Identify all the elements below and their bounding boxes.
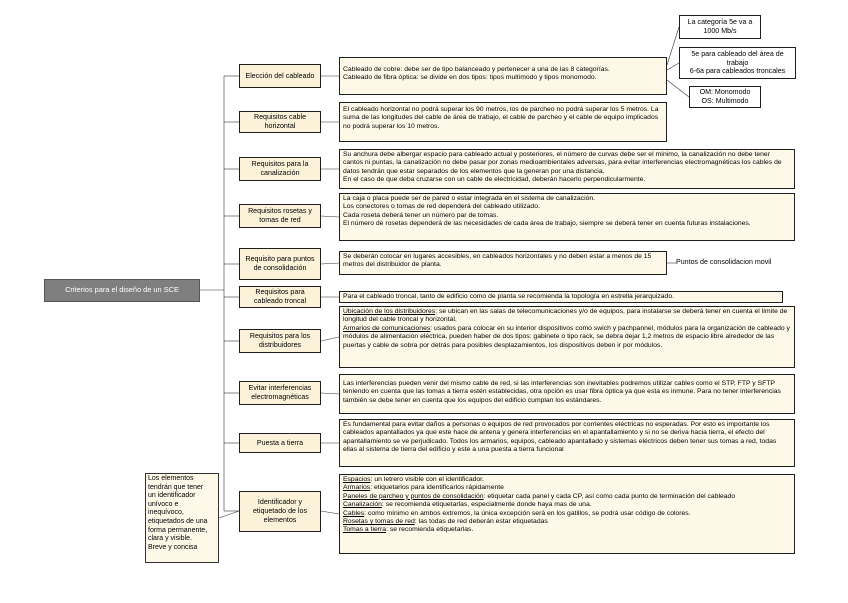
note-fibra-line: OS: Multimodo — [701, 97, 749, 105]
note-consolidacion-movil: Puntos de consolidacion movil — [676, 258, 772, 266]
detail-line: Para el cableado troncal, tanto de edificio como de planta se recomienda la topología en estrella jerarquizado. — [343, 293, 674, 300]
topic-label: Identificador y etiquetado de los elementos — [252, 498, 308, 524]
detail-line: Cada roseta deberá tener un número par de tomas. — [343, 211, 499, 219]
detail-identificador[interactable] — [339, 474, 795, 554]
side-note-line: inequívoco, — [148, 509, 184, 517]
detail-interferencias[interactable] — [339, 374, 795, 414]
topic-label: Evitar interferencias electromagnéticas — [248, 384, 312, 401]
connector-segment — [321, 511, 339, 514]
detail-line: Cableado de cobre: debe ser de tipo balanceado y pertenecer a una de las 8 categorías. — [343, 66, 610, 73]
connector-segment — [321, 263, 339, 264]
side-note-line: tendrán que tener — [148, 483, 204, 491]
detail-text: : se ubican en las salas de telecomunicaciones y/o de equipos, para instalarse se deberá tener en cuenta el límite de longitud del cable troncal y horizontal. — [343, 308, 788, 324]
topic-puesta-tierra[interactable] — [239, 433, 321, 453]
side-note-line: Los elementos — [148, 475, 194, 482]
note-cableado-line: 6-6a para cableados troncales — [689, 67, 786, 76]
topic-cableado-troncal[interactable] — [239, 286, 321, 308]
connector-segment — [667, 80, 689, 97]
detail-line: La caja o placa puede ser de pared o estar integrada en el sistema de canalización. — [343, 195, 596, 202]
detail-text: : se recomienda etiquetarlas. — [386, 526, 474, 534]
detail-text: : etiquetarlos para identificarlos rápidamente — [370, 484, 504, 492]
root-label: Criterios para el diseño de un SCE — [65, 285, 179, 295]
topic-label: Requisitos para la canalización — [251, 160, 309, 177]
side-note-line: Breve y concisa — [148, 543, 198, 551]
detail-term: Ubicación de los distribuidores — [343, 308, 436, 315]
topic-label: Elección del cableado — [245, 71, 315, 80]
detail-distribuidores[interactable] — [339, 306, 795, 368]
detail-eleccion-cableado[interactable] — [339, 57, 667, 95]
connector-segment — [321, 216, 339, 217]
detail-term: Cables — [343, 509, 365, 517]
detail-text: : se recomienda etiquetarlas, especialmente donde haya mas de una. — [381, 501, 592, 509]
detail-consolidacion[interactable] — [339, 251, 667, 275]
note-categoria-line: 1000 Mb/s — [703, 27, 737, 35]
detail-term: Tomas a tierra — [343, 526, 387, 534]
detail-line: El número de rosetas dependerá de las necesidades de cada área de trabajo, siempre se deberá tener en cuenta futuras instalaciones. — [343, 220, 751, 228]
detail-line: Es fundamental para evitar daños a personas o equipos de red provocados por corrientes eléctricas no esperadas. Por esto es importante los cableados apantallados ya que este hace de antena y genera interferencias en el apantallamiento y si no se deriva hacia tierra, el efecto del apantallamiento se ve perjudicado. Todos los armarios, equipos, cableado apantallado y sistemas eléctricos deben tener sus tomas a red, todas ellas al sistema de tierra del edificio y este a una puesta a tierra funcional — [343, 421, 777, 454]
detail-line: Las interferencias pueden venir del mismo cable de red, si las interferencias son inevitables podremos utilizar cables como el STP, FTP y SFTP teniendo en cuenta que las tomas a tierra estén establecidas, otra opción es usar fibra óptica ya que esta es inmune. Para no tener interferencias también se debe tener en cuenta que los equipos del edificio cumplan los estándares. — [343, 380, 781, 404]
connector-segment — [321, 393, 339, 394]
detail-text: : un letrero visible con el identificador. — [370, 476, 484, 483]
note-cableado-tipos[interactable] — [679, 47, 796, 79]
detail-term: Armarios — [343, 484, 371, 492]
topic-identificador[interactable] — [239, 491, 321, 532]
connector-segment — [667, 27, 679, 65]
side-note-line: forma permanente, — [148, 526, 208, 534]
connector-segment — [321, 337, 339, 341]
note-cableado-line: 5e para cableado del área de — [691, 49, 784, 58]
detail-line: Cableado de fibra óptica: se divide en dos tipos: tipos multimodo y tipos monomodo. — [343, 74, 597, 82]
note-fibra[interactable] — [689, 86, 761, 108]
topic-eleccion-cableado[interactable] — [239, 64, 321, 88]
detail-line: Se deberán colocar en lugares accesibles, en cableados horizontales y no deben estar a menos de 15 metros del distribuidor de planta. — [343, 253, 652, 269]
topic-rosetas[interactable] — [239, 204, 321, 228]
topic-distribuidores[interactable] — [239, 329, 321, 353]
detail-text: : usados para colocar en su interior dispositivos como swich y pachpannel, módulos para la organización de cableado y módulos de alimentación eléctrica, pueden haber de dos tipos: gabinete o tipo rack, se debra dejar 1,2 metros de espacio libre alrededor de las puertas y cable de sobra por detrás para posibles desplazamientos, los dispositivos deben ir por módulos. — [343, 324, 790, 349]
detail-puesta-tierra[interactable] — [339, 419, 795, 467]
detail-cable-horizontal[interactable] — [339, 102, 667, 142]
side-note-line: etiquetados de una — [148, 517, 208, 525]
note-categoria[interactable] — [679, 15, 761, 39]
detail-text: : las todas de red deberán estar etiquetadas — [414, 518, 548, 526]
detail-text: : como mínimo en ambos extremos, la única excepción será en los gatillos, se podrá usar código de colores. — [364, 509, 691, 517]
side-note[interactable] — [145, 473, 219, 563]
topic-label: Requisitos para cableado troncal — [253, 288, 307, 305]
topic-canalizacion[interactable] — [239, 157, 321, 181]
detail-term: Rosetas y tomas de red — [343, 518, 415, 526]
detail-canalizacion[interactable] — [339, 149, 795, 189]
connector-segment — [667, 63, 679, 70]
detail-rosetas[interactable] — [339, 193, 795, 241]
detail-term: Armarios de comunicaciones — [343, 324, 431, 332]
topic-label: Requisitos rosetas y tomas de red — [248, 207, 312, 224]
detail-term: Espacios — [343, 476, 371, 483]
detail-line: Su anchura debe albergar espacio para cableado actual y posteriores, el número de curvas debe ser el mínimo, la canalización no debe tener cantos ni puntas, la canalización no debe pasar por zonas medioambientales adversas, para evitar interferencias electromagnéticas los cables de datos tendrán que estar separados de los elementos que la generan por una distancia. — [343, 151, 782, 175]
topic-interferencias[interactable] — [239, 381, 321, 405]
side-note-line: unívoco e — [148, 500, 179, 508]
detail-term: Paneles de parcheo y puntos de consolidación — [343, 492, 484, 500]
topic-cable-horizontal[interactable] — [239, 111, 321, 133]
detail-line: En el caso de que deba cruzarse con un cable de electricidad, deberán hacerlo perpendicularmente. — [343, 176, 646, 184]
detail-line: Los conectores o tomas de red dependerá del cableado utilizado. — [343, 203, 540, 211]
side-note-line: un identificador — [148, 492, 196, 500]
detail-line: El cableado horizontal no podrá superar los 90 metros, los de parcheo no podrá superar los 5 metros. La suma de las longitudes del cable de área de trabajo, el cable de parcheo y el cable de equipo implicados no podrá superar los 10 metros. — [343, 106, 659, 130]
note-categoria-line: La categoría 5e va a — [687, 18, 753, 27]
side-note-line: clara y visible. — [148, 535, 192, 543]
topic-label: Requisito para puntos de consolidación — [245, 255, 315, 272]
note-cableado-line: trabajo — [726, 58, 749, 67]
topic-label: Requisitos para los distribuidores — [249, 332, 311, 349]
topic-label: Requisitos cable horizontal — [253, 113, 307, 130]
connector-segment — [219, 511, 239, 518]
detail-term: Canalización — [343, 501, 382, 509]
root-node[interactable] — [44, 279, 200, 302]
detail-cableado-troncal[interactable] — [339, 291, 783, 303]
topic-consolidacion[interactable] — [239, 248, 321, 280]
detail-text: : etiquetar cada panel y cada CP, así como cada punto de terminación del cableado — [483, 492, 736, 500]
topic-label: Puesta a tierra — [256, 438, 304, 447]
note-fibra-line: OM: Monomodo — [699, 88, 751, 97]
